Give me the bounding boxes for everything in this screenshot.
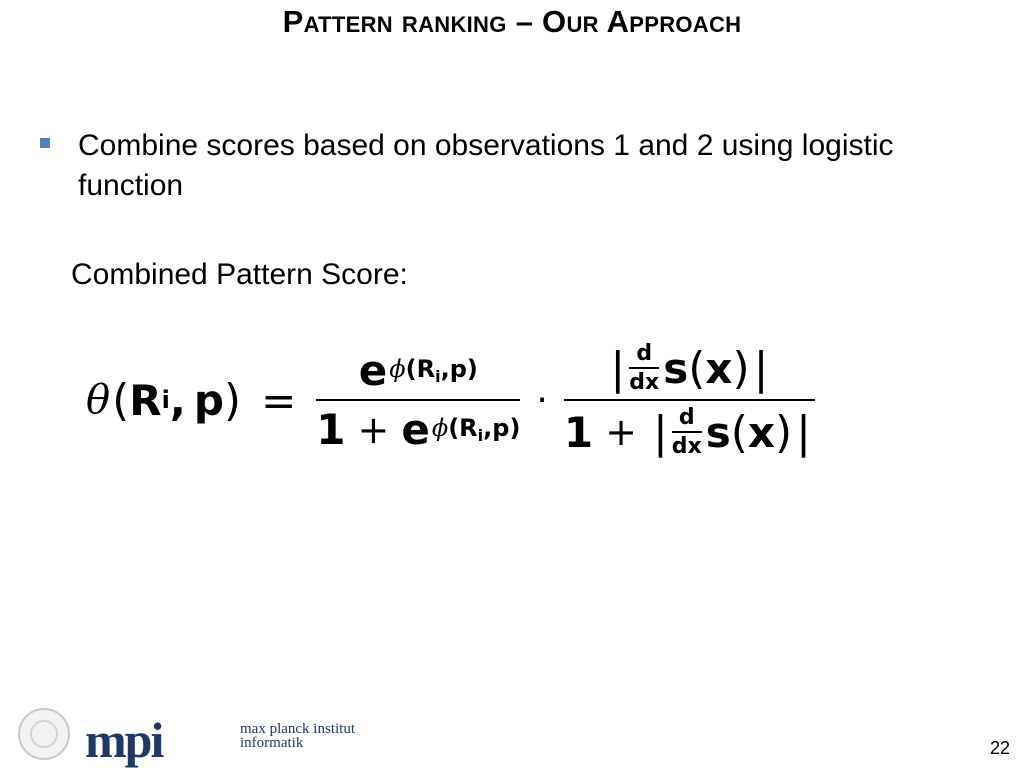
fraction-bar — [564, 399, 815, 401]
equals-sign: = — [261, 375, 297, 425]
var-i: i — [161, 386, 170, 414]
multiply-dot: · — [536, 379, 548, 421]
square-bullet-icon — [40, 138, 50, 148]
theta-symbol: θ — [86, 377, 111, 423]
derivative-fraction — [564, 341, 815, 459]
combined-score-label: Combined Pattern Score: — [71, 258, 408, 291]
bullet-text: Combine scores based on observations 1 and 2 using logistic function — [78, 129, 894, 202]
logistic-fraction — [316, 346, 520, 454]
logistic-denominator: 1 + e $\phi(R_i,p)$ — [316, 405, 521, 454]
combined-score-formula: θ ( R i , p ) = e $\phi(R_i,p)$ 1 + e $\phi(R_i,p)$ · | d dx s ( x ) | 1 + | d dx s ( x ) | — [86, 330, 815, 470]
logistic-numerator: e $\phi(R_i,p)$ — [358, 346, 478, 395]
fraction-bar — [316, 399, 520, 401]
minerva-seal-icon — [18, 708, 70, 760]
page-number: 22 — [989, 738, 1010, 758]
var-r: R — [129, 375, 162, 425]
derivative-denominator: 1 + | d dx s ( x ) | — [563, 405, 811, 459]
derivative-numerator: | d dx s ( x ) | — [610, 341, 769, 395]
mpi-logo: mpi — [85, 712, 163, 768]
var-p: p — [193, 375, 224, 425]
slide-title: Pattern ranking – Our Approach — [282, 4, 742, 39]
institute-name: max planck institut informatik — [240, 721, 355, 751]
